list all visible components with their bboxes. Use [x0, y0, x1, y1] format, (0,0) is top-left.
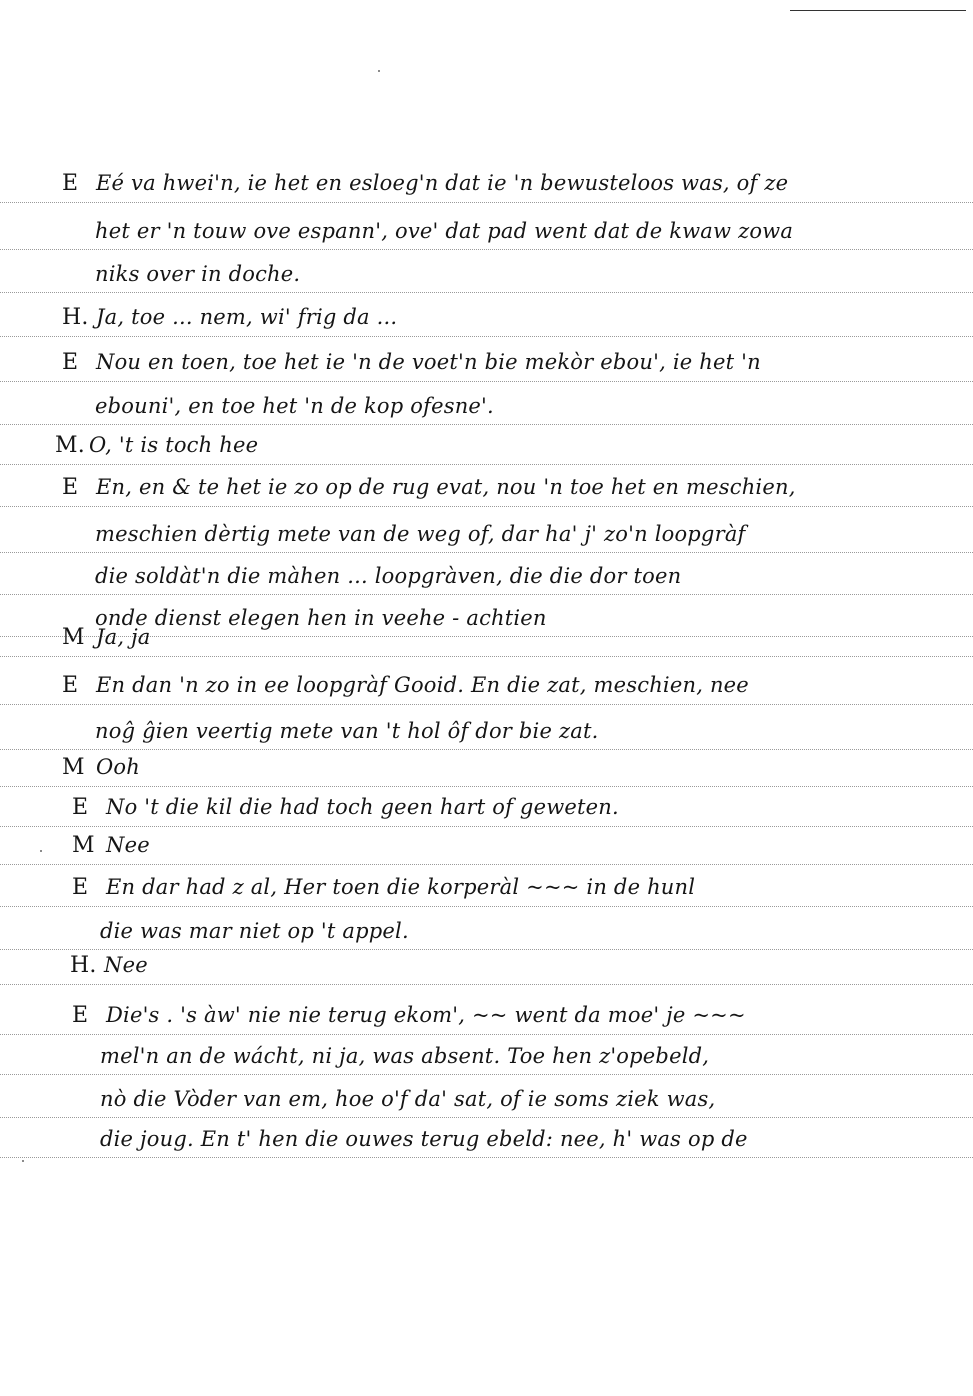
- utterance-text: Die's . 's àw' nie nie terug ekom', ~~ went da moe' je ~~~: [106, 1003, 746, 1027]
- speaker-label: E: [72, 875, 89, 900]
- transcript-line-text: [95, 564, 681, 588]
- transcript-line: [0, 660, 973, 705]
- transcript-line-text: [72, 1003, 746, 1028]
- transcript-line: [0, 1073, 973, 1118]
- utterance-text: Ooh: [96, 755, 140, 779]
- transcript-line-text: [95, 262, 300, 286]
- transcript-line-text: [62, 350, 761, 375]
- transcript-line: [0, 990, 973, 1035]
- transcript-line-text: [62, 625, 151, 650]
- transcript-line: [0, 612, 973, 657]
- utterance-text: nò die Vòder van em, hoe o'f da' sat, of ie soms ziek was,: [100, 1087, 716, 1111]
- utterance-text: No 't die kil die had toch geen hart of geweten.: [106, 795, 619, 819]
- speaker-label: E: [62, 171, 79, 196]
- speaker-label: M: [62, 625, 85, 650]
- speaker-label: E: [72, 1003, 89, 1028]
- utterance-text: En dan 'n zo in ee loopgràf Gooid. En die zat, meschien, nee: [96, 673, 749, 697]
- speaker-label: E: [62, 475, 79, 500]
- speaker-label: E: [62, 673, 79, 698]
- transcript-line: [0, 508, 973, 553]
- utterance-text: Nee: [104, 953, 148, 977]
- transcript-line: [0, 742, 973, 787]
- transcript-line-text: [72, 833, 150, 858]
- transcript-line: [0, 862, 973, 907]
- transcript-line: [0, 1113, 973, 1158]
- transcript-line: [0, 158, 973, 203]
- transcript-line-text: [62, 673, 749, 698]
- transcript-line: [0, 462, 973, 507]
- transcript-line-text: [95, 719, 598, 743]
- transcript-line: [0, 1030, 973, 1075]
- utterance-text: meschien dèrtig mete van de weg of, dar ha' j' zo'n loopgràf: [95, 522, 746, 546]
- transcript-line-text: [100, 1087, 715, 1111]
- transcript-line: [0, 337, 973, 382]
- transcript-line: [0, 940, 973, 985]
- utterance-text: Nou en toen, toe het ie 'n de voet'n bie mekòr ebou', ie het 'n: [96, 350, 761, 374]
- transcript-line-text: [95, 522, 746, 546]
- utterance-text: En dar had z al, Her toen die korperàl ~~~ in de hunl: [106, 875, 696, 899]
- transcript-line: [0, 292, 973, 337]
- transcript-line: [0, 820, 973, 865]
- utterance-text: niks over in doche.: [95, 262, 301, 286]
- transcript-line-text: [95, 219, 793, 243]
- transcript-line-text: [72, 875, 695, 900]
- utterance-text: Nee: [106, 833, 150, 857]
- utterance-text: die was mar niet op 't appel.: [100, 919, 409, 943]
- transcript-line-text: [100, 1044, 709, 1068]
- utterance-text: Ja, ja: [96, 625, 151, 649]
- utterance-text: Ja, toe ... nem, wi' frig da ...: [96, 305, 398, 329]
- speaker-label: H.: [62, 305, 89, 330]
- utterance-text: onde dienst elegen hen in veehe - achtien: [95, 606, 547, 630]
- speaker-label: M.: [55, 433, 85, 458]
- transcript-line: [0, 248, 973, 293]
- utterance-text: mel'n an de wácht, ni ja, was absent. Toe hen z'opebeld,: [100, 1044, 710, 1068]
- transcript-line-text: [100, 1127, 748, 1151]
- transcript-line-text: [72, 795, 619, 820]
- speaker-label: M: [72, 833, 95, 858]
- transcript-line: [0, 380, 973, 425]
- utterance-text: het er 'n touw ove espann', ove' dat pad went dat de kwaw zowa: [95, 219, 794, 243]
- utterance-text: En, en & te het ie zo op de rug evat, nou 'n toe het en meschien,: [96, 475, 796, 499]
- speaker-label: E: [62, 350, 79, 375]
- transcript-line-text: [62, 305, 397, 330]
- transcript-line-text: [95, 394, 494, 418]
- speaker-label: E: [72, 795, 89, 820]
- transcript-line-text: [62, 475, 796, 500]
- transcript-line-text: [70, 953, 148, 978]
- speaker-label: M: [62, 755, 85, 780]
- utterance-text: O, 't is toch hee: [89, 433, 259, 457]
- speaker-label: H.: [70, 953, 97, 978]
- transcript-line: [0, 205, 973, 250]
- utterance-text: noĝ ĝien veertig mete van 't hol ôf dor bie zat.: [95, 719, 599, 743]
- transcript-line-text: [55, 433, 258, 458]
- utterance-text: die soldàt'n die màhen ... loopgràven, die die dor toen: [95, 564, 682, 588]
- utterance-text: ebouni', en toe het 'n de kop ofesne'.: [95, 394, 494, 418]
- transcript-line-text: [62, 171, 788, 196]
- utterance-text: Eé va hwei'n, ie het en esloeg'n dat ie 'n bewusteloos was, of ze: [96, 171, 789, 195]
- transcript-line: [0, 550, 973, 595]
- transcript-line: [0, 420, 973, 465]
- utterance-text: die joug. En t' hen die ouwes terug ebeld: nee, h' was op de: [100, 1127, 748, 1151]
- transcript-line-text: [62, 755, 140, 780]
